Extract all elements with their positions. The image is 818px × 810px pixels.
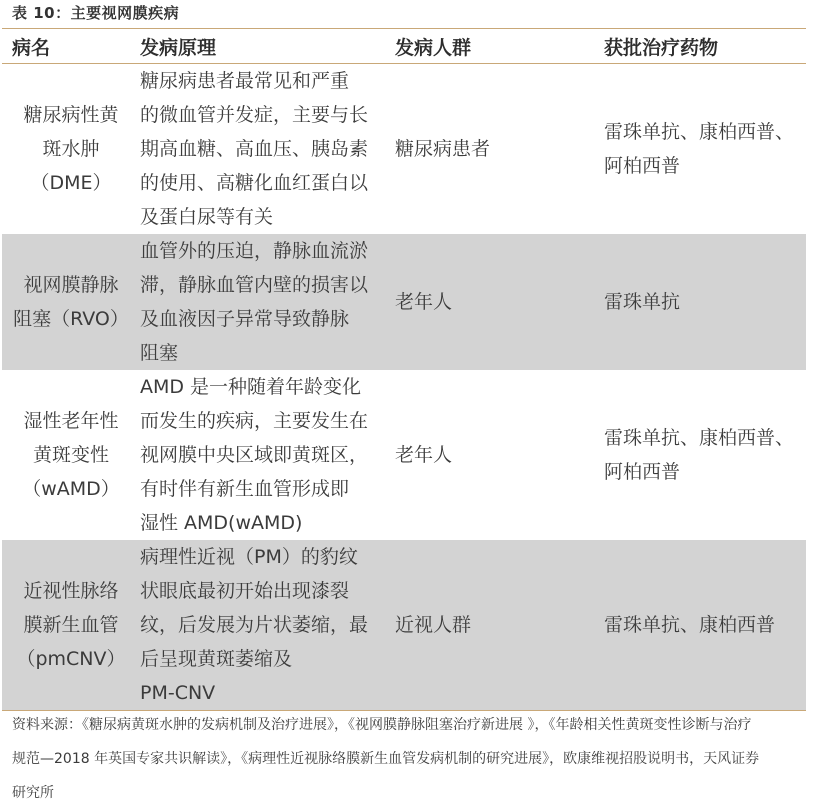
disease-name-line: 湿性老年性 (23, 410, 119, 432)
mechanism-line: 及蛋白尿等有关 (140, 206, 274, 228)
mechanism-line: 后呈现黄斑萎缩及 (140, 648, 293, 670)
disease-name-cell (2, 540, 140, 710)
mechanism-cell (140, 234, 395, 370)
footnote-line: 规范—2018 年英国专家共识解读》，《病理性近视脉络膜新生血管发病机制的研究进展》，欧康维视招股说明书，天风证券 (12, 751, 760, 767)
mechanism-line: 及血液因子异常导致静脉 (140, 308, 350, 330)
mechanism-line: 血管外的压迫，静脉血流淤 (140, 240, 369, 262)
disease-name-line: （wAMD） (22, 478, 120, 500)
mechanism-cell (140, 370, 395, 540)
drugs-cell (604, 64, 806, 234)
mechanism-cell (140, 64, 395, 234)
source-footnote (12, 708, 818, 810)
mechanism-line: 阻塞 (140, 342, 179, 364)
table-caption: 表 10：主要视网膜疾病 (12, 4, 180, 22)
drugs-line: 雷珠单抗 (604, 291, 681, 313)
mechanism-line: 纹，后发展为片状萎缩，最 (140, 614, 369, 636)
drugs-line: 阿柏西普 (604, 461, 681, 483)
table-header (2, 29, 806, 64)
disease-name-line: 糖尿病性黄 (23, 104, 119, 126)
disease-name-cell (2, 370, 140, 540)
footnote-line: 研究所 (12, 785, 54, 801)
population-cell (395, 540, 604, 710)
mechanism-line: 而发生的疾病，主要发生在 (140, 410, 369, 432)
table-row (2, 234, 806, 370)
mechanism-line: 期高血糖、高血压、胰岛素 (140, 138, 369, 160)
mechanism-line: 糖尿病患者最常见和严重 (140, 70, 350, 92)
population-text: 糖尿病患者 (395, 138, 491, 160)
disease-name-line: （pmCNV） (16, 648, 126, 670)
drugs-line: 雷珠单抗、康柏西普、 (604, 427, 795, 449)
mechanism-line: 的使用、高糖化血红蛋白以 (140, 172, 369, 194)
table-row (2, 64, 806, 234)
mechanism-line: 的微血管并发症，主要与长 (140, 104, 369, 126)
disease-name-cell (2, 64, 140, 234)
disease-name-line: 黄斑变性 (32, 444, 109, 466)
population-cell (395, 64, 604, 234)
disease-name-line: 膜新生血管 (23, 614, 119, 636)
population-cell (395, 234, 604, 370)
mechanism-cell (140, 540, 395, 710)
drugs-line: 雷珠单抗、康柏西普 (604, 614, 776, 636)
disease-name-line: 斑水肿 (42, 138, 100, 160)
footnote-line: 资料来源：《糖尿病黄斑水肿的发病机制及治疗进展》，《视网膜静脉阻塞治疗新进展 》，《年龄相关性黄斑变性诊断与治疗 (12, 717, 752, 733)
mechanism-line: PM-CNV (140, 682, 216, 704)
drugs-cell (604, 370, 806, 540)
header-disease-name: 病名 (12, 36, 51, 59)
population-text: 近视人群 (395, 614, 472, 636)
mechanism-line: 状眼底最初开始出现漆裂 (140, 580, 350, 602)
disease-name-line: 视网膜静脉 (23, 274, 119, 296)
drugs-line: 阿柏西普 (604, 155, 681, 177)
mechanism-line: AMD 是一种随着年龄变化 (140, 376, 362, 398)
header-mechanism: 发病原理 (140, 36, 217, 59)
table-row (2, 370, 806, 540)
drugs-cell (604, 540, 806, 710)
drugs-cell (604, 234, 806, 370)
mechanism-line: 湿性 AMD(wAMD) (140, 512, 303, 534)
disease-name-line: （DME） (30, 172, 112, 194)
disease-name-line: 阻塞（RVO） (13, 308, 129, 330)
disease-name-line: 近视性脉络 (23, 580, 119, 602)
population-cell (395, 370, 604, 540)
mechanism-line: 视网膜中央区域即黄斑区， (140, 444, 369, 466)
mechanism-line: 滞，静脉血管内壁的损害以 (140, 274, 369, 296)
population-text: 老年人 (395, 444, 453, 466)
retinal-disease-table (2, 28, 806, 711)
mechanism-line: 病理性近视（PM）的豹纹 (140, 546, 358, 568)
population-text: 老年人 (395, 291, 453, 313)
disease-name-cell (2, 234, 140, 370)
drugs-line: 雷珠单抗、康柏西普、 (604, 121, 795, 143)
table-row (2, 540, 806, 710)
header-approved-drugs: 获批治疗药物 (604, 36, 719, 59)
mechanism-line: 有时伴有新生血管形成即 (140, 478, 350, 500)
header-population: 发病人群 (395, 36, 472, 59)
